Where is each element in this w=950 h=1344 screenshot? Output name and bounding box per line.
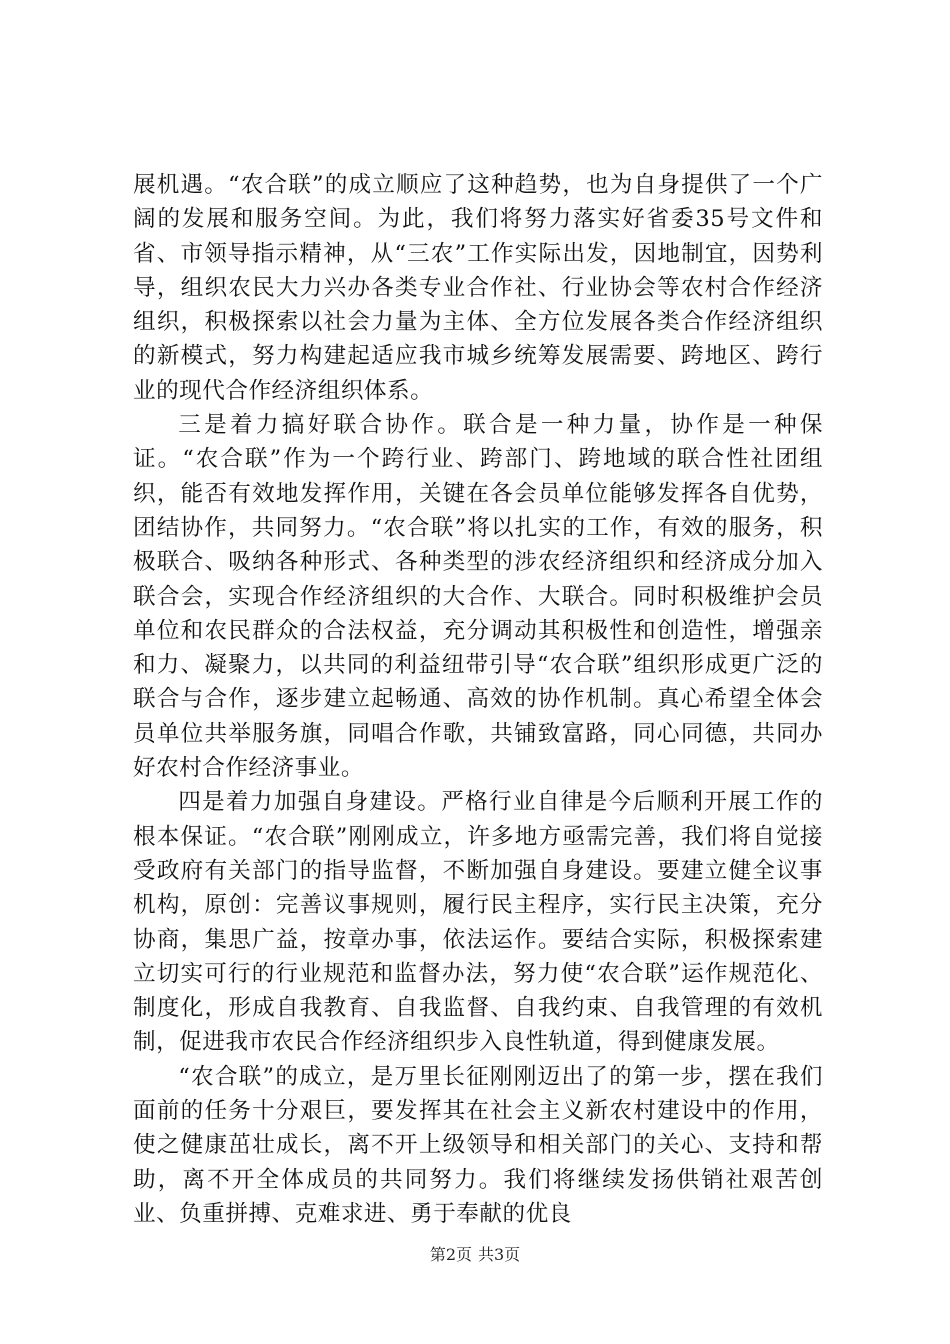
paragraph-2: 三是着力搞好联合协作。联合是一种力量，协作是一种保证。“农合联”作为一个跨行业、跨部门、跨地域的联合性社团组织，能否有效地发挥作用，关键在各会员单位能够发挥各自优势，团结协作，共同努力。“农合联”将以扎实的工作，有效的服务，积极联合、吸纳各种形式、各种类型的涉农经济组织和经济成分加入联合会，实现合作经济组织的大合作、大联合。同时积极维护会员单位和农民群众的合法权益，充分调动其积极性和创造性，增强亲和力、凝聚力，以共同的利益纽带引导“农合联”组织形成更广泛的联合与合作，逐步建立起畅通、高效的协作机制。真心希望全体会员单位共举服务旗，同唱合作歌，共铺致富路，同心同德，共同办好农村合作经济事业。 <box>133 412 823 782</box>
page-number: 第2页 <box>429 1245 472 1264</box>
page-footer <box>0 1245 950 1265</box>
paragraph-4: “农合联”的成立，是万里长征刚刚迈出了的第一步，摆在我们面前的任务十分艰巨，要发挥其在社会主义新农村建设中的作用，使之健康茁壮成长，离不开上级领导和相关部门的关心、支持和帮助，离不开全体成员的共同努力。我们将继续发扬供销社艰苦创业、负重拼搏、克难求进、勇于奉献的优良 <box>133 1063 823 1227</box>
document-body <box>133 168 823 1231</box>
page-total: 共3页 <box>478 1245 521 1264</box>
paragraph-1: 展机遇。“农合联”的成立顺应了这种趋势，也为自身提供了一个广阔的发展和服务空间。为此，我们将努力落实好省委35号文件和省、市领导指示精神，从“三农”工作实际出发，因地制宜，因势利导，组织农民大力兴办各类专业合作社、行业协会等农村合作经济组织，积极探索以社会力量为主体、全方位发展各类合作经济组织的新模式，努力构建起适应我市城乡统筹发展需要、跨地区、跨行业的现代合作经济组织体系。 <box>133 172 823 404</box>
paragraph-3: 四是着力加强自身建设。严格行业自律是今后顺利开展工作的根本保证。“农合联”刚刚成立，许多地方亟需完善，我们将自觉接受政府有关部门的指导监督，不断加强自身建设。要建立健全议事机构，原创：完善议事规则，履行民主程序，实行民主决策，充分协商，集思广益，按章办事，依法运作。要结合实际，积极探索建立切实可行的行业规范和监督办法，努力使“农合联”运作规范化、制度化，形成自我教育、自我监督、自我约束、自我管理的有效机制，促进我市农民合作经济组织步入良性轨道，得到健康发展。 <box>133 789 823 1056</box>
